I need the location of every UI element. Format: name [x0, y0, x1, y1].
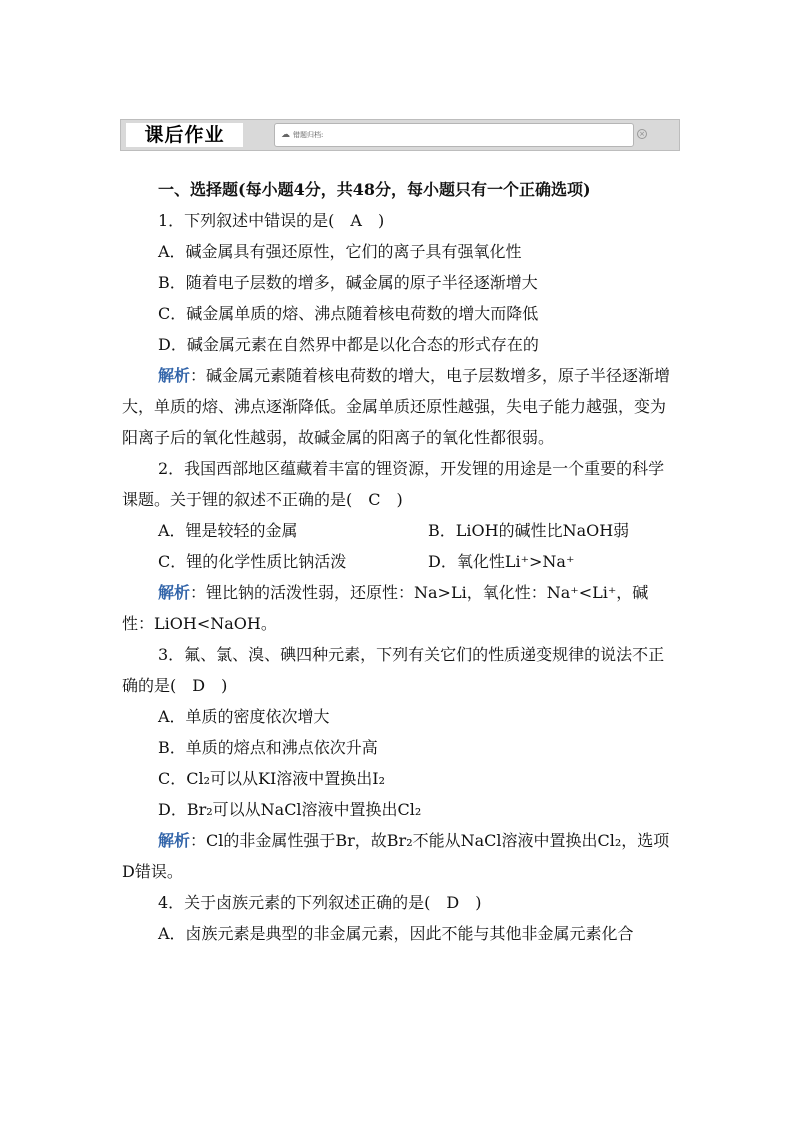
question-stem: 4．关于卤族元素的下列叙述正确的是( D ) [158, 893, 482, 912]
error-archive-label: 错题归档: [293, 131, 324, 139]
analysis [122, 577, 680, 639]
question-option: A．碱金属具有强还原性，它们的离子具有强氧化性 [158, 242, 522, 261]
question-option: A．锂是较轻的金属 [158, 521, 298, 540]
page-title: 课后作业 [126, 123, 243, 147]
analysis [122, 360, 680, 453]
close-icon[interactable]: × [637, 129, 647, 139]
cloud-icon: ☁ [281, 130, 290, 140]
error-archive-field[interactable] [274, 123, 634, 147]
document-body [122, 174, 680, 949]
option-row [122, 515, 680, 546]
question-option: B．单质的熔点和沸点依次升高 [158, 738, 378, 757]
question-option: A．单质的密度依次增大 [158, 707, 330, 726]
question-stem: 1．下列叙述中错误的是( A ) [158, 211, 385, 230]
analysis-text: ：碱金属元素随着核电荷数的增大，电子层数增多，原子半径逐渐增大，单质的熔、沸点逐渐降低。金属单质还原性越强，失电子能力越强，变为阳离子后的氧化性越弱，故碱金属的阳离子的氧化性都很弱。 [122, 366, 671, 447]
question-option: B．LiOH的碱性比NaOH弱 [428, 521, 630, 540]
question-stem: 3．氟、氯、溴、碘四种元素，下列有关它们的性质递变规律的说法不正确的是( D ) [122, 645, 665, 695]
section-title: 一、选择题(每小题4分，共48分，每小题只有一个正确选项) [158, 180, 591, 199]
question-option: D．氧化性Li⁺>Na⁺ [428, 552, 575, 571]
question-option: C．Cl₂可以从KI溶液中置换出I₂ [158, 769, 386, 788]
question-stem: 2．我国西部地区蕴藏着丰富的锂资源，开发锂的用途是一个重要的科学课题。关于锂的叙述不正确的是( C ) [122, 459, 665, 509]
question-option: B．随着电子层数的增多，碱金属的原子半径逐渐增大 [158, 273, 538, 292]
question-option: C．碱金属单质的熔、沸点随着核电荷数的增大而降低 [158, 304, 539, 323]
header-bar [120, 119, 680, 151]
option-row [122, 546, 680, 577]
question-option: D．Br₂可以从NaCl溶液中置换出Cl₂ [158, 800, 422, 819]
question-option: D．碱金属元素在自然界中都是以化合态的形式存在的 [158, 335, 539, 354]
analysis-label: 解析 [158, 831, 191, 850]
analysis-label: 解析 [158, 366, 191, 385]
analysis-text: ：锂比钠的活泼性弱，还原性：Na>Li，氧化性：Na⁺<Li⁺，碱性：LiOH<NaOH。 [122, 583, 649, 633]
analysis-label: 解析 [158, 583, 191, 602]
analysis-text: ：Cl的非金属性强于Br，故Br₂不能从NaCl溶液中置换出Cl₂，选项D错误。 [122, 831, 670, 881]
analysis [122, 825, 680, 887]
question-option: A．卤族元素是典型的非金属元素，因此不能与其他非金属元素化合 [158, 924, 634, 943]
question-option: C．锂的化学性质比钠活泼 [158, 552, 347, 571]
